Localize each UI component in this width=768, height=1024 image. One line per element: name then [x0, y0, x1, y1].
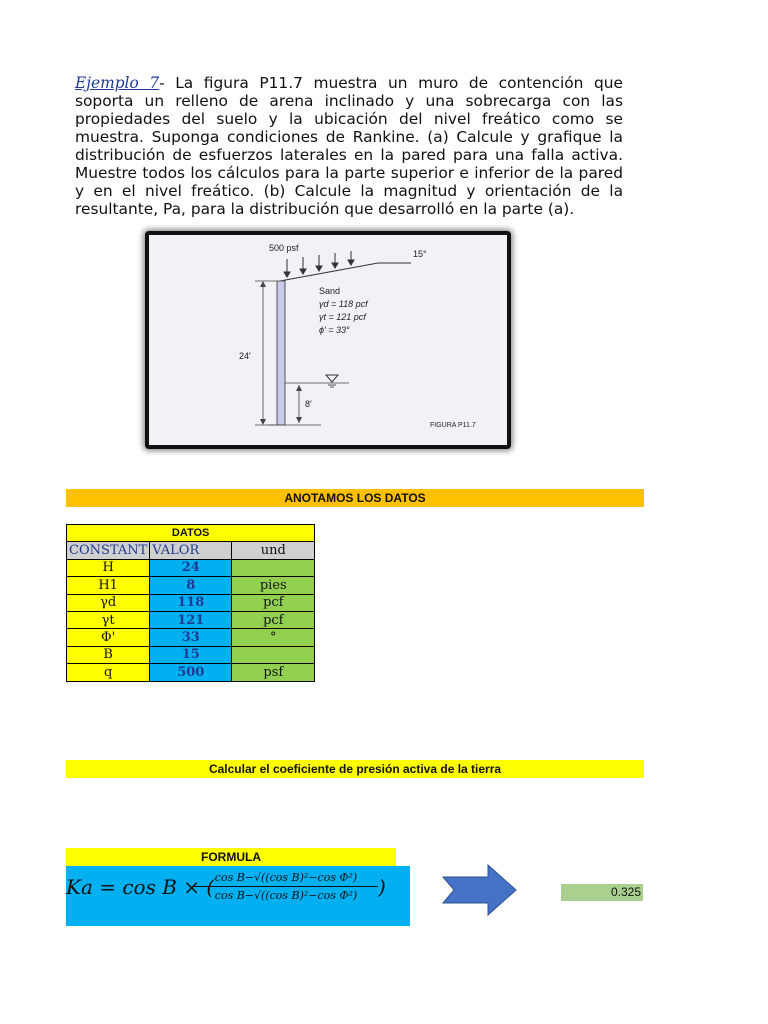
example-label: Ejemplo 7: [75, 74, 160, 92]
formula-box: [66, 866, 410, 926]
constant-unit: [232, 646, 315, 663]
height-label: 24′: [239, 351, 251, 361]
gamma-d-label: γd = 118 pcf: [319, 299, 368, 309]
constant-unit: pcf: [232, 611, 315, 628]
constant-name: H1: [67, 577, 150, 594]
constant-value[interactable]: 121: [150, 611, 232, 628]
surcharge-label: 500 psf: [269, 243, 299, 253]
constant-value[interactable]: 33: [150, 629, 232, 646]
constant-name: H: [67, 559, 150, 576]
formula-fraction: [194, 871, 378, 902]
column-header: und: [232, 542, 315, 559]
figure-drawing: [149, 235, 507, 445]
constant-name: Φ': [67, 629, 150, 646]
constant-unit: [232, 559, 315, 576]
constant-name: γd: [67, 594, 150, 611]
formula-lhs: Ka = cos B × (: [66, 875, 215, 899]
column-header: CONSTANT: [67, 542, 150, 559]
constant-value[interactable]: 24: [150, 559, 232, 576]
table-row: [67, 646, 315, 663]
right-arrow-icon: [442, 864, 518, 916]
surcharge-arrows: [284, 251, 354, 277]
constant-value[interactable]: 118: [150, 594, 232, 611]
constant-name: γt: [67, 611, 150, 628]
soil-label: Sand: [319, 286, 341, 296]
table-row: [67, 611, 315, 628]
column-header: VALOR: [150, 542, 232, 559]
wall: [277, 281, 285, 425]
constant-unit: psf: [232, 664, 315, 681]
formula-denominator: cos B−√((cos B)²−cos Φ²): [214, 889, 358, 902]
problem-text: - La figura P11.7 muestra un muro de contención que soporta un relleno de arena inclinado y una sobrecarga con las propiedades del suelo y la ubicación del nivel freático como se muestra. Suponga condiciones de Rankine. (a) Calcule y grafique la distribución de esfuerzos laterales en la pared para una falla activa. Muestre todos los cálculos para la parte superior e inferior de la pared y en el nivel freático. (b) Calcule la magnitud y orientación de la resultante, Pa, para la distribución que desarrolló en la parte (a).: [75, 74, 623, 218]
table-title: DATOS: [67, 525, 315, 542]
constant-unit: pcf: [232, 594, 315, 611]
section-title-ka: Calcular el coeficiente de presión activa de la tierra: [66, 760, 644, 778]
figure-caption: FIGURA P11.7: [430, 422, 476, 429]
table-row: [67, 577, 315, 594]
table-row: [67, 559, 315, 576]
constant-value[interactable]: 8: [150, 577, 232, 594]
water-table-icon: [326, 375, 338, 382]
phi-label: ϕ′ = 33°: [319, 325, 350, 335]
constant-name: q: [67, 664, 150, 681]
data-table: [66, 524, 315, 682]
formula-numerator: cos B−√((cos B)²−cos Φ²): [194, 871, 378, 887]
ka-result-cell[interactable]: 0.325: [561, 884, 643, 901]
table-row: [67, 629, 315, 646]
problem-statement: [75, 74, 623, 218]
gamma-t-label: γt = 121 pcf: [319, 312, 366, 322]
table-row: [67, 594, 315, 611]
section-title-datos: ANOTAMOS LOS DATOS: [66, 489, 644, 507]
constant-name: B: [67, 646, 150, 663]
angle-label: 15°: [413, 249, 427, 259]
retaining-wall-figure: [145, 231, 511, 449]
constant-value[interactable]: 500: [150, 664, 232, 681]
formula-label: FORMULA: [66, 848, 396, 866]
table-row: [67, 664, 315, 681]
constant-unit: pies: [232, 577, 315, 594]
formula-close-paren: ): [378, 875, 386, 899]
constant-unit: °: [232, 629, 315, 646]
water-depth-label: 8′: [305, 399, 312, 409]
constant-value[interactable]: 15: [150, 646, 232, 663]
